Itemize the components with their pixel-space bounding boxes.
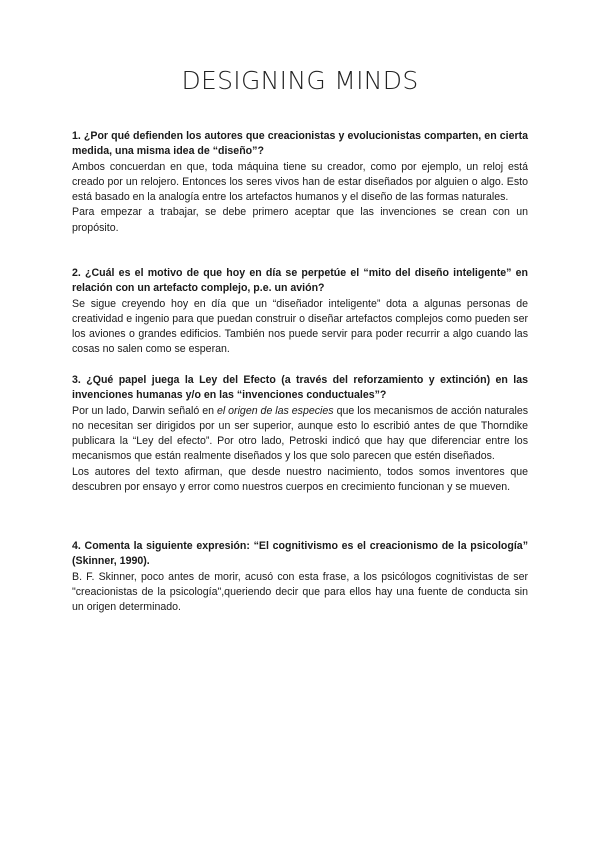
answer-paragraph: Se sigue creyendo hoy en día que un “diseñador inteligente” dota a algunas personas de creatividad e ingenio para que puedan construir o diseñar artefactos complejos como pueden ser los aviones o grandes edificios. También nos puede servir para poder recurrir a algo cuando las cosas no salen como se esperan. (72, 297, 528, 356)
answer-text: que los mecanismos de acción naturales no necesitan ser dirigidos por un ser superior, aunque esto lo escribió antes de que Thorndike publicara la “Ley del efecto”. Por otro lado, Petroski indicó que hay que diferenciar entre los mecanismos que están realmente diseñados y los que solo parecen que estén diseñados. (72, 404, 529, 463)
page-title: DESIGNING MINDS (181, 66, 419, 95)
question-heading: 1. ¿Por qué defienden los autores que creacionistas y evolucionistas comparten, en cierta medida, una misma idea de “diseño”? (72, 130, 528, 158)
question-heading: 4. Comenta la siguiente expresión: “El cognitivismo es el creacionismo de la psicología” (Skinner, 1990). (72, 540, 528, 568)
book-title-italic: el origen de las especies (216, 404, 334, 417)
answer-paragraph: Ambos concuerdan en que, toda máquina tiene su creador, como por ejemplo, un reloj está creado por un relojero. Entonces los seres vivos han de estar diseñados por alguien o algo. Esto está basado en la analogía entre los artefactos humanos y el diseño de las formas naturales. (72, 160, 528, 204)
question-heading: 2. ¿Cuál es el motivo de que hoy en día se perpetúe el “mito del diseño inteligente” en relación con un artefacto complejo, p.e. un avión? (72, 267, 528, 295)
answer-paragraph: B. F. Skinner, poco antes de morir, acusó con esta frase, a los psicólogos cognitivistas de ser "creacionistas de la psicología",queriendo decir que para ellos hay una fuente de conducta sin un origen determinado. (72, 570, 528, 614)
question-section-3 (72, 373, 528, 495)
answer-paragraph: Los autores del texto afirman, que desde nuestro nacimiento, todos somos inventores que descubren por ensayo y error como nuestros cuerpos en crecimiento funcionan y se mueven. (72, 465, 528, 494)
answer-paragraph: Para empezar a trabajar, se debe primero aceptar que las invenciones se crean con un propósito. (72, 206, 528, 234)
question-heading: 3. ¿Qué papel juega la Ley del Efecto (a través del reforzamiento y extinción) en las invenciones humanas y/o en las “invenciones conductuales”? (72, 374, 528, 402)
question-section-1 (72, 129, 528, 236)
answer-paragraph (72, 404, 528, 465)
answer-text: Por un lado, Darwin señaló en (72, 404, 217, 417)
question-section-2 (72, 266, 528, 358)
question-section-4 (72, 539, 528, 615)
